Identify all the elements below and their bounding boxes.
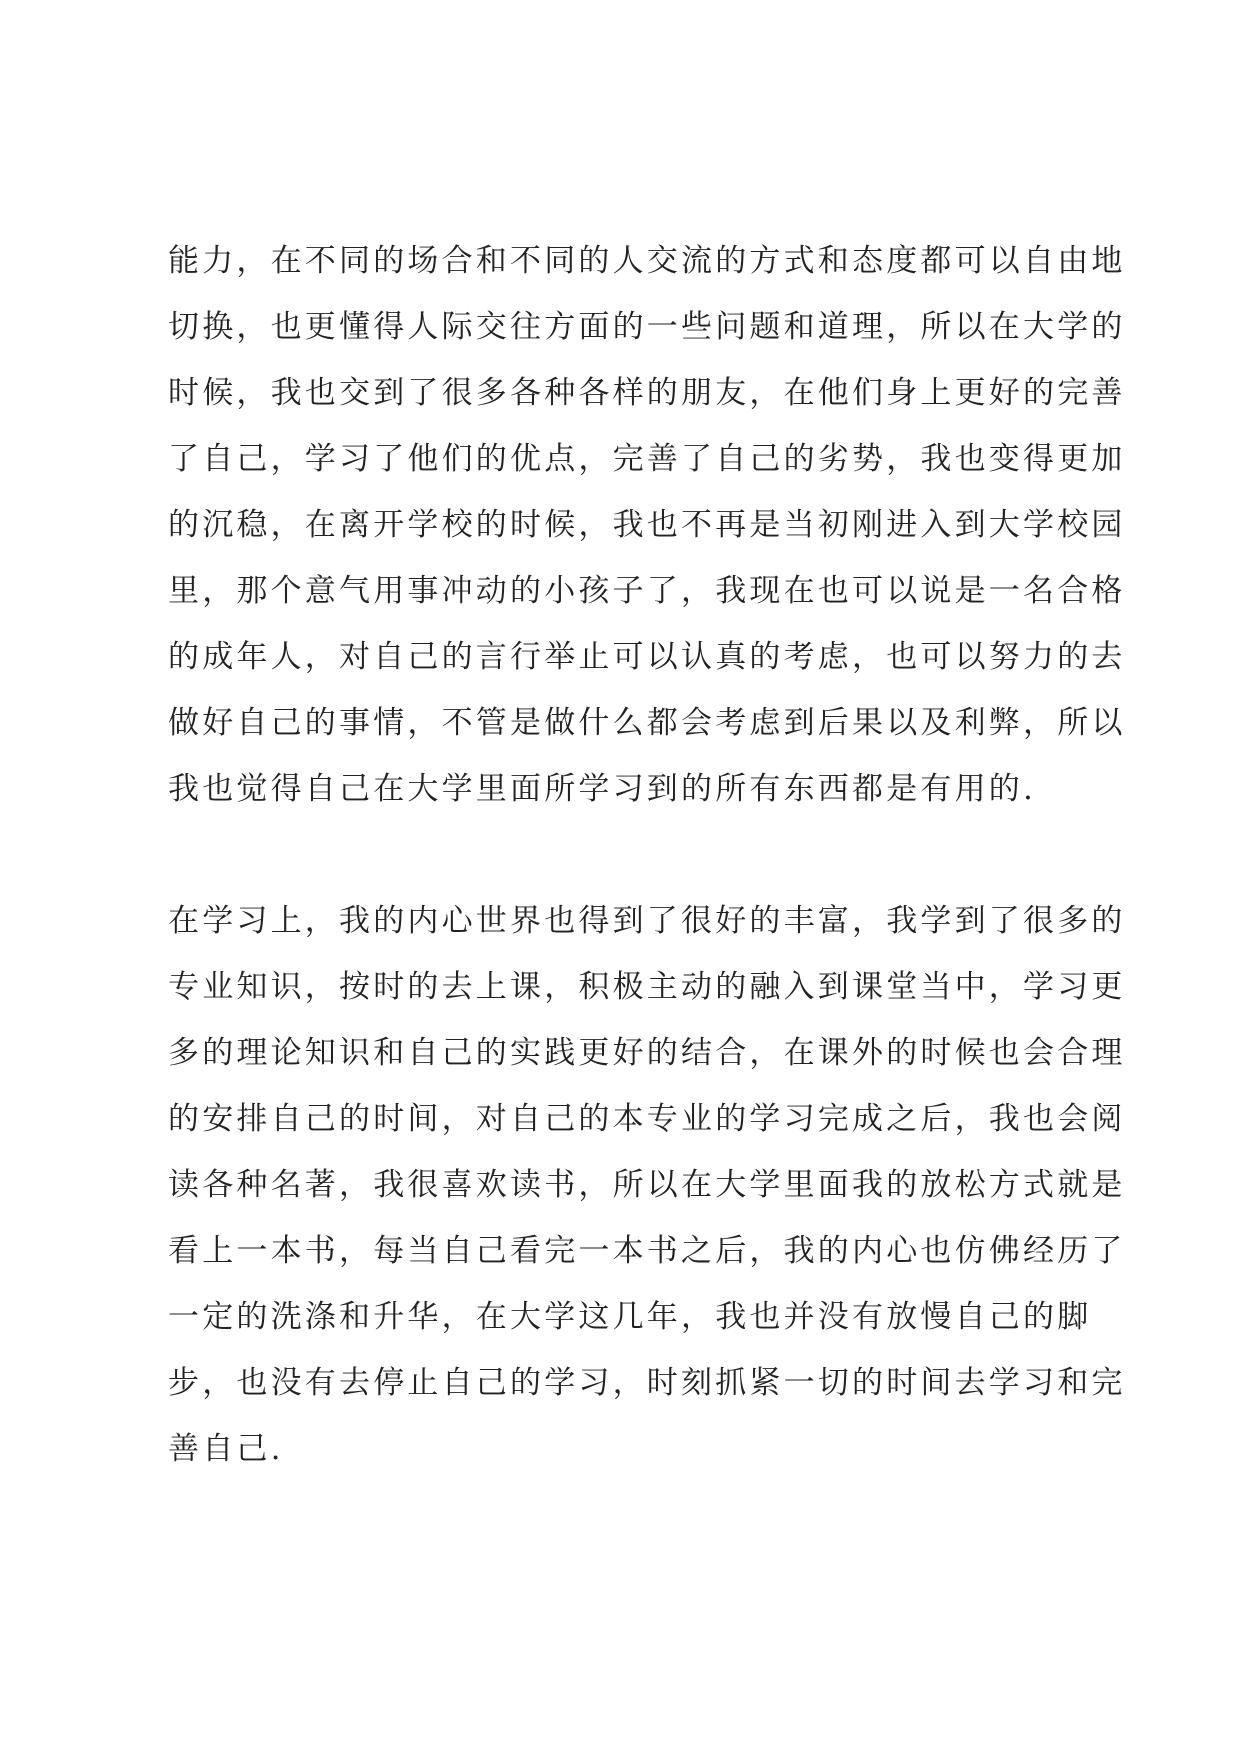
text-line: 善自己. <box>168 1431 284 1467</box>
text-line: 能力，在不同的场合和不同的人交流的方式和态度都可以自由地 <box>168 243 1126 279</box>
text-line: 专业知识，按时的去上课，积极主动的融入到课堂当中，学习更 <box>168 969 1126 1005</box>
text-line: 我也觉得自己在大学里面所学习到的所有东西都是有用的. <box>168 771 1037 807</box>
paragraph-spacer <box>168 822 1098 888</box>
text-line: 在学习上，我的内心世界也得到了很好的丰富，我学到了很多的 <box>168 903 1126 939</box>
text-line: 多的理论知识和自己的实践更好的结合，在课外的时候也会合理 <box>168 1035 1126 1071</box>
text-line: 步，也没有去停止自己的学习，时刻抓紧一切的时间去学习和完 <box>168 1365 1126 1401</box>
text-line: 看上一本书，每当自己看完一本书之后，我的内心也仿佛经历了 <box>168 1233 1126 1269</box>
text-line: 切换，也更懂得人际交往方面的一些问题和道理，所以在大学的 <box>168 309 1126 345</box>
text-line: 一定的洗涤和升华，在大学这几年，我也并没有放慢自己的脚 <box>168 1299 1092 1335</box>
text-line: 做好自己的事情，不管是做什么都会考虑到后果以及利弊，所以 <box>168 705 1126 741</box>
text-line: 的沉稳，在离开学校的时候，我也不再是当初刚进入到大学校园 <box>168 507 1126 543</box>
text-line: 的成年人，对自己的言行举止可以认真的考虑，也可以努力的去 <box>168 639 1126 675</box>
text-line: 读各种名著，我很喜欢读书，所以在大学里面我的放松方式就是 <box>168 1167 1126 1203</box>
text-line: 了自己，学习了他们的优点，完善了自己的劣势，我也变得更加 <box>168 441 1126 477</box>
text-line: 里，那个意气用事冲动的小孩子了，我现在也可以说是一名合格 <box>168 573 1126 609</box>
text-line: 的安排自己的时间，对自己的本专业的学习完成之后，我也会阅 <box>168 1101 1126 1137</box>
paragraph-2 <box>168 888 1126 1482</box>
paragraph-1 <box>168 228 1126 822</box>
document-body <box>168 228 1126 1482</box>
text-line: 时候，我也交到了很多各种各样的朋友，在他们身上更好的完善 <box>168 375 1126 411</box>
